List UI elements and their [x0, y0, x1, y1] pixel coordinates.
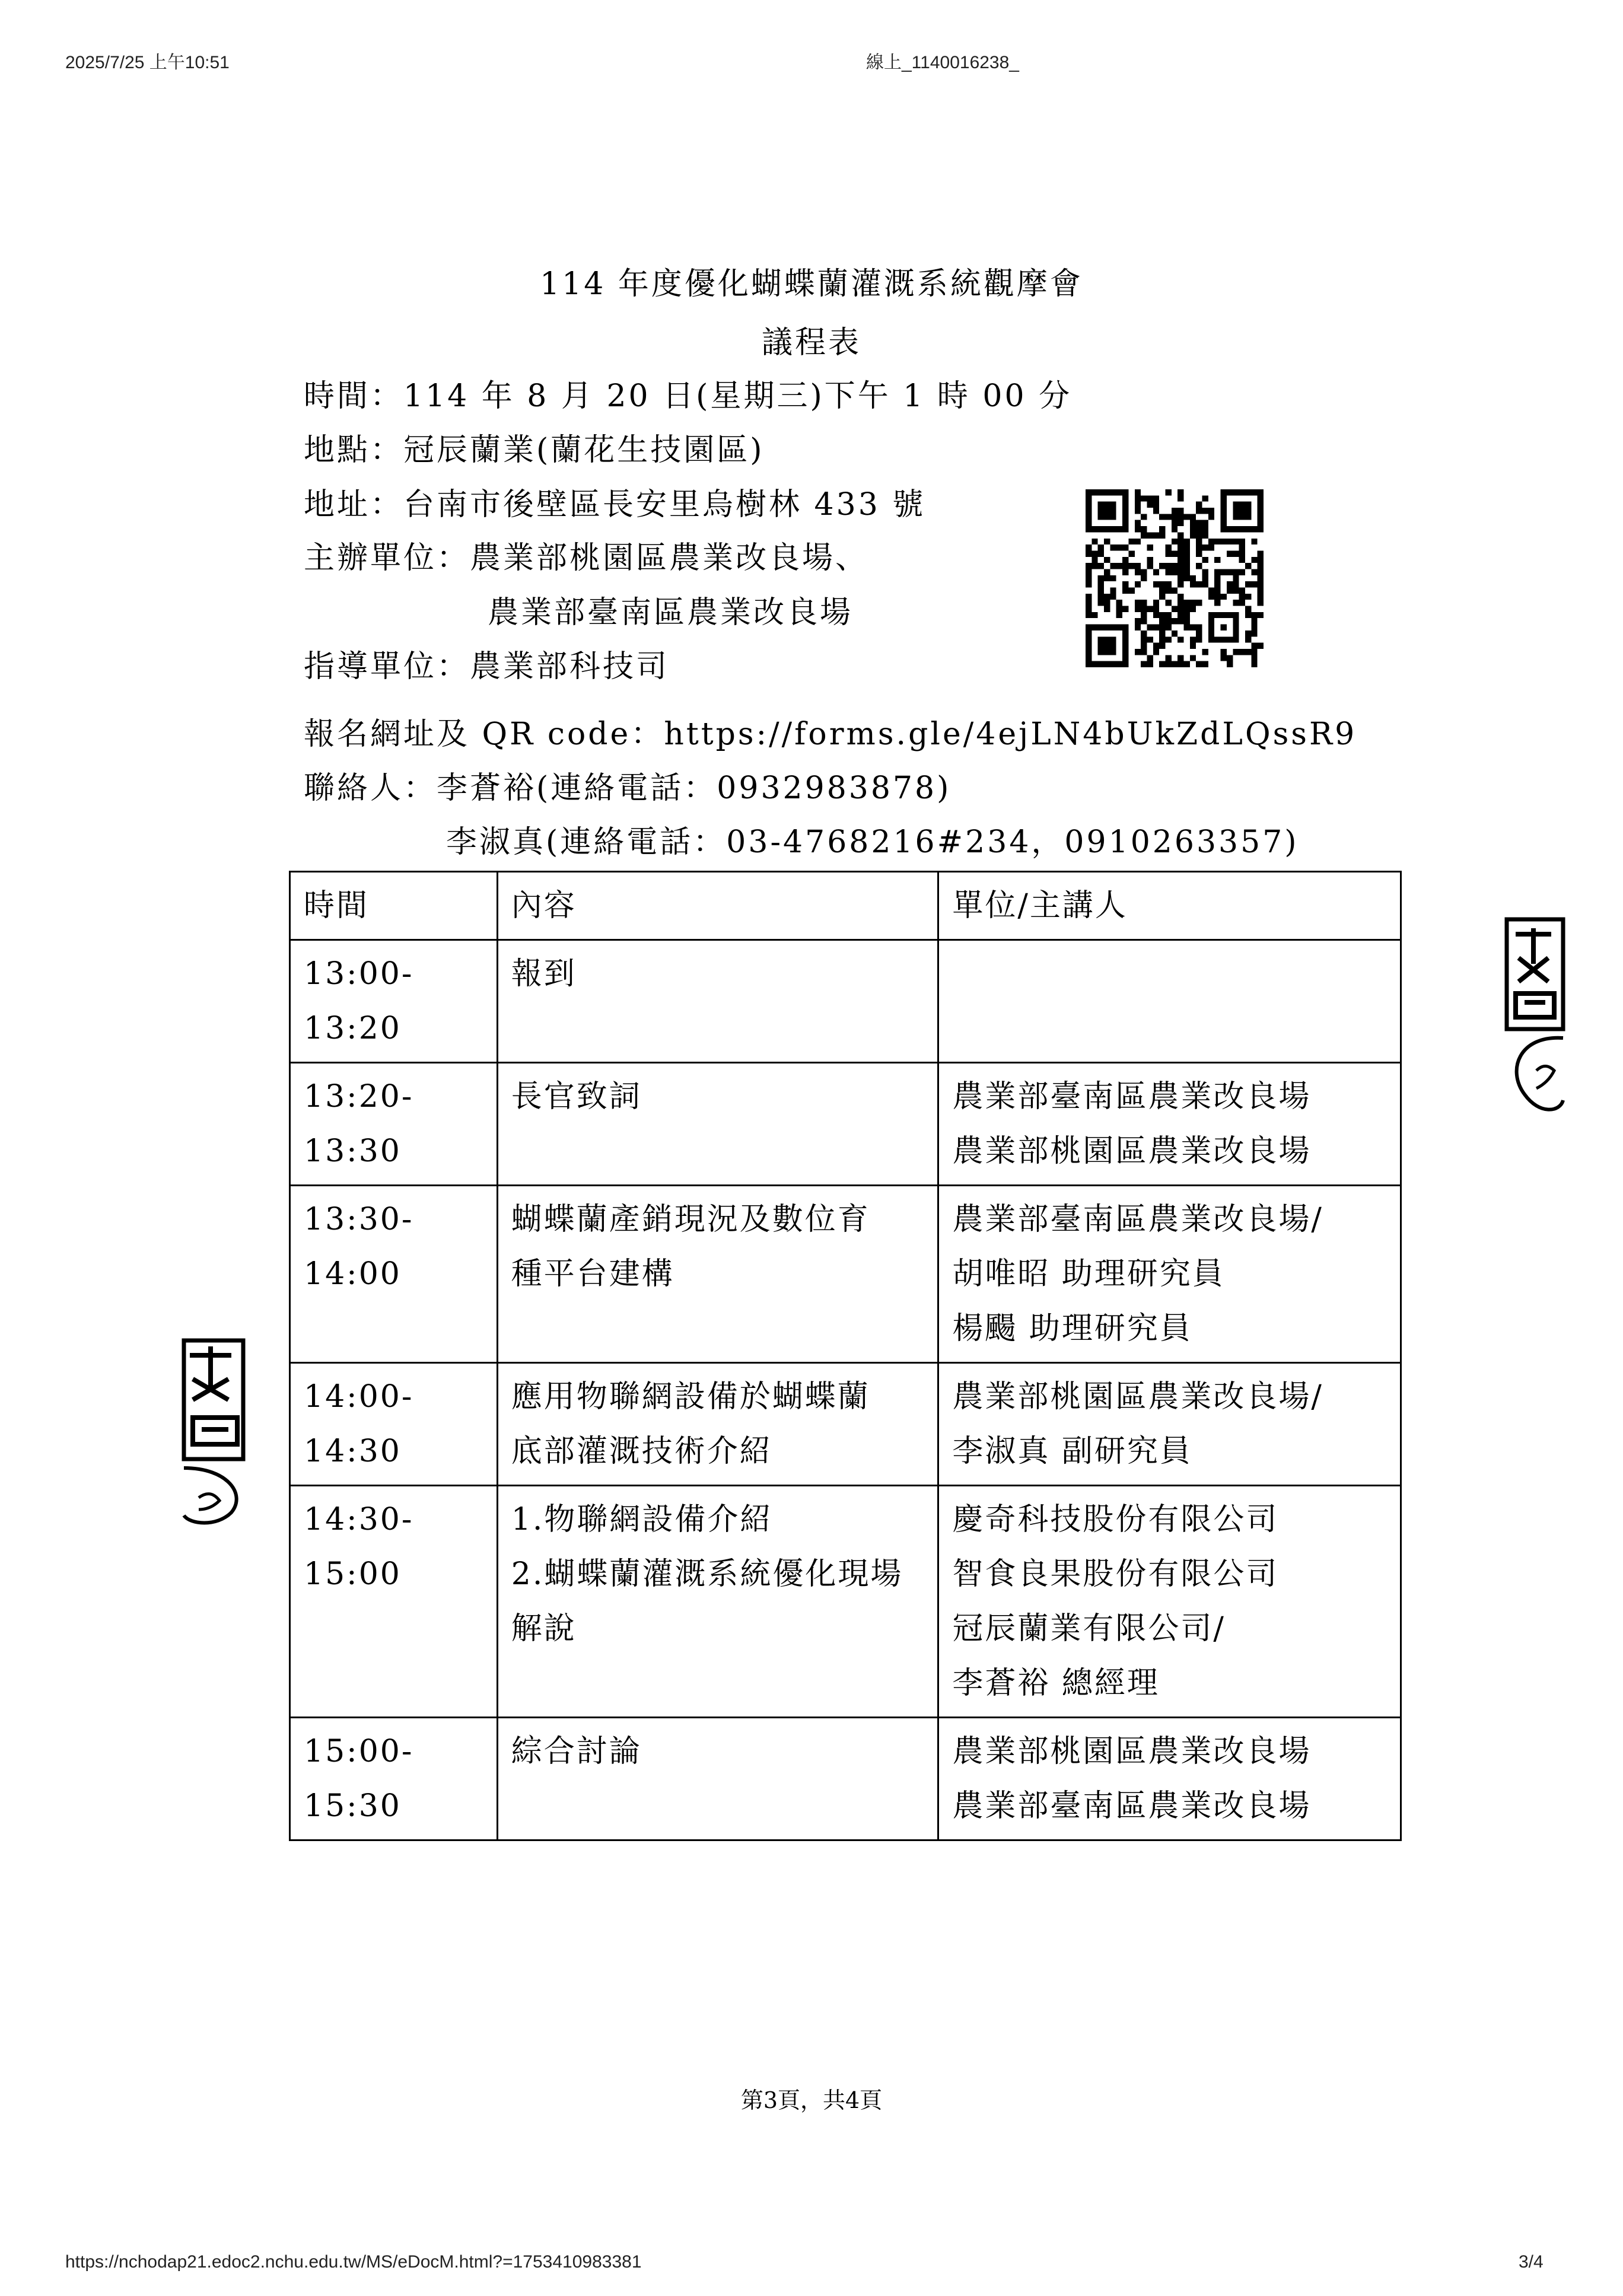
cell-unit [938, 1063, 1401, 1186]
info-address: 地址：台南市後壁區長安里烏樹林 433 號 [304, 487, 926, 523]
column-header-content: 內容 [497, 872, 938, 940]
table-row [290, 1718, 1401, 1840]
cell-content [497, 1363, 938, 1486]
cell-unit-line: 李淑真 副研究員 [952, 1434, 1192, 1469]
cell-content-line: 底部灌溉技術介紹 [511, 1434, 772, 1469]
page-number: 第3頁，共4頁 [740, 2087, 883, 2113]
column-header-time: 時間 [290, 872, 498, 940]
table-row [290, 1363, 1401, 1486]
info-contact-2: 李淑真(連絡電話：03-4768216#234，0910263357) [446, 824, 1299, 860]
cell-unit-line: 胡唯昭 助理研究員 [952, 1256, 1225, 1292]
cell-time: 13:30-14:00 [290, 1186, 498, 1363]
cell-content [497, 1718, 938, 1840]
cell-time: 15:00-15:30 [290, 1718, 498, 1840]
cell-content-line: 解說 [511, 1611, 577, 1647]
info-contact-1: 聯絡人：李蒼裕(連絡電話：0932983878) [304, 770, 951, 806]
seal-stamp-right [1483, 916, 1566, 1130]
info-place: 地點：冠辰蘭業(蘭花生技園區) [304, 432, 765, 468]
table-header-row [290, 872, 1401, 940]
cell-content [497, 1486, 938, 1718]
cell-unit-line: 慶奇科技股份有限公司 [952, 1502, 1279, 1537]
cell-unit-line [952, 947, 1387, 1001]
cell-content-line: 種平台建構 [511, 1256, 674, 1292]
cell-unit [938, 1363, 1401, 1486]
cell-content-line: 1.物聯網設備介紹 [511, 1502, 773, 1537]
seal-stamp-left [181, 1335, 255, 1530]
cell-unit [938, 1186, 1401, 1363]
cell-unit-line: 農業部桃園區農業改良場/ [952, 1379, 1323, 1415]
info-organizer-1: 主辦單位：農業部桃園區農業改良場、 [304, 540, 869, 576]
cell-content-line: 蝴蝶蘭產銷現況及數位育 [511, 1202, 870, 1237]
table-row [290, 1486, 1401, 1718]
cell-unit-line: 冠辰蘭業有限公司/ [952, 1611, 1226, 1647]
cell-content-line: 報到 [511, 956, 577, 992]
cell-unit-line: 楊颺 助理研究員 [952, 1311, 1192, 1346]
cell-content-line: 應用物聯網設備於蝴蝶蘭 [511, 1379, 870, 1415]
info-organizer-2: 農業部臺南區農業改良場 [488, 595, 854, 630]
page-subtitle: 議程表 [761, 325, 861, 361]
info-supervisor: 指導單位：農業部科技司 [304, 649, 670, 684]
table-row [290, 1063, 1401, 1186]
cell-unit [938, 1718, 1401, 1840]
cell-unit-line: 農業部臺南區農業改良場 [952, 1788, 1312, 1824]
cell-content [497, 1063, 938, 1186]
cell-unit-line: 李蒼裕 總經理 [952, 1666, 1160, 1701]
column-header-unit: 單位/主講人 [938, 872, 1401, 940]
cell-content [497, 1186, 938, 1363]
cell-unit [938, 940, 1401, 1063]
cell-time: 14:30-15:00 [290, 1486, 498, 1718]
cell-unit-line: 農業部桃園區農業改良場 [952, 1734, 1312, 1769]
cell-time: 13:20-13:30 [290, 1063, 498, 1186]
cell-unit-line: 智食良果股份有限公司 [952, 1556, 1279, 1592]
page-title: 114 年度優化蝴蝶蘭灌溉系統觀摩會 [540, 266, 1083, 302]
cell-time: 14:00-14:30 [290, 1363, 498, 1486]
cell-unit-line: 農業部臺南區農業改良場 [952, 1079, 1312, 1114]
cell-unit [938, 1486, 1401, 1718]
print-datetime: 2025/7/25 上午10:51 [65, 53, 230, 72]
info-time: 時間：114 年 8 月 20 日(星期三)下午 1 時 00 分 [304, 378, 1073, 414]
table-row [290, 1186, 1401, 1363]
cell-time: 13:00-13:20 [290, 940, 498, 1063]
cell-content [497, 940, 938, 1063]
table-row [290, 940, 1401, 1063]
cell-unit-line: 農業部臺南區農業改良場/ [952, 1202, 1323, 1237]
qr-code-image[interactable] [1086, 489, 1264, 667]
agenda-table [289, 871, 1402, 1841]
print-url: https://nchodap21.edoc2.nchu.edu.tw/MS/eDocM.html?=1753410983381 [65, 2252, 642, 2272]
print-doc-title: 線上_1140016238_ [866, 53, 1019, 72]
cell-content-line: 2.蝴蝶蘭灌溉系統優化現場 [511, 1556, 903, 1592]
print-page-fraction: 3/4 [1519, 2252, 1544, 2272]
cell-content-line: 長官致詞 [511, 1079, 642, 1114]
cell-content-line: 綜合討論 [511, 1734, 642, 1769]
info-register-link[interactable]: 報名網址及 QR code：https://forms.gle/4ejLN4bUkZdLQssR9 [304, 716, 1357, 752]
cell-unit-line: 農業部桃園區農業改良場 [952, 1133, 1312, 1169]
